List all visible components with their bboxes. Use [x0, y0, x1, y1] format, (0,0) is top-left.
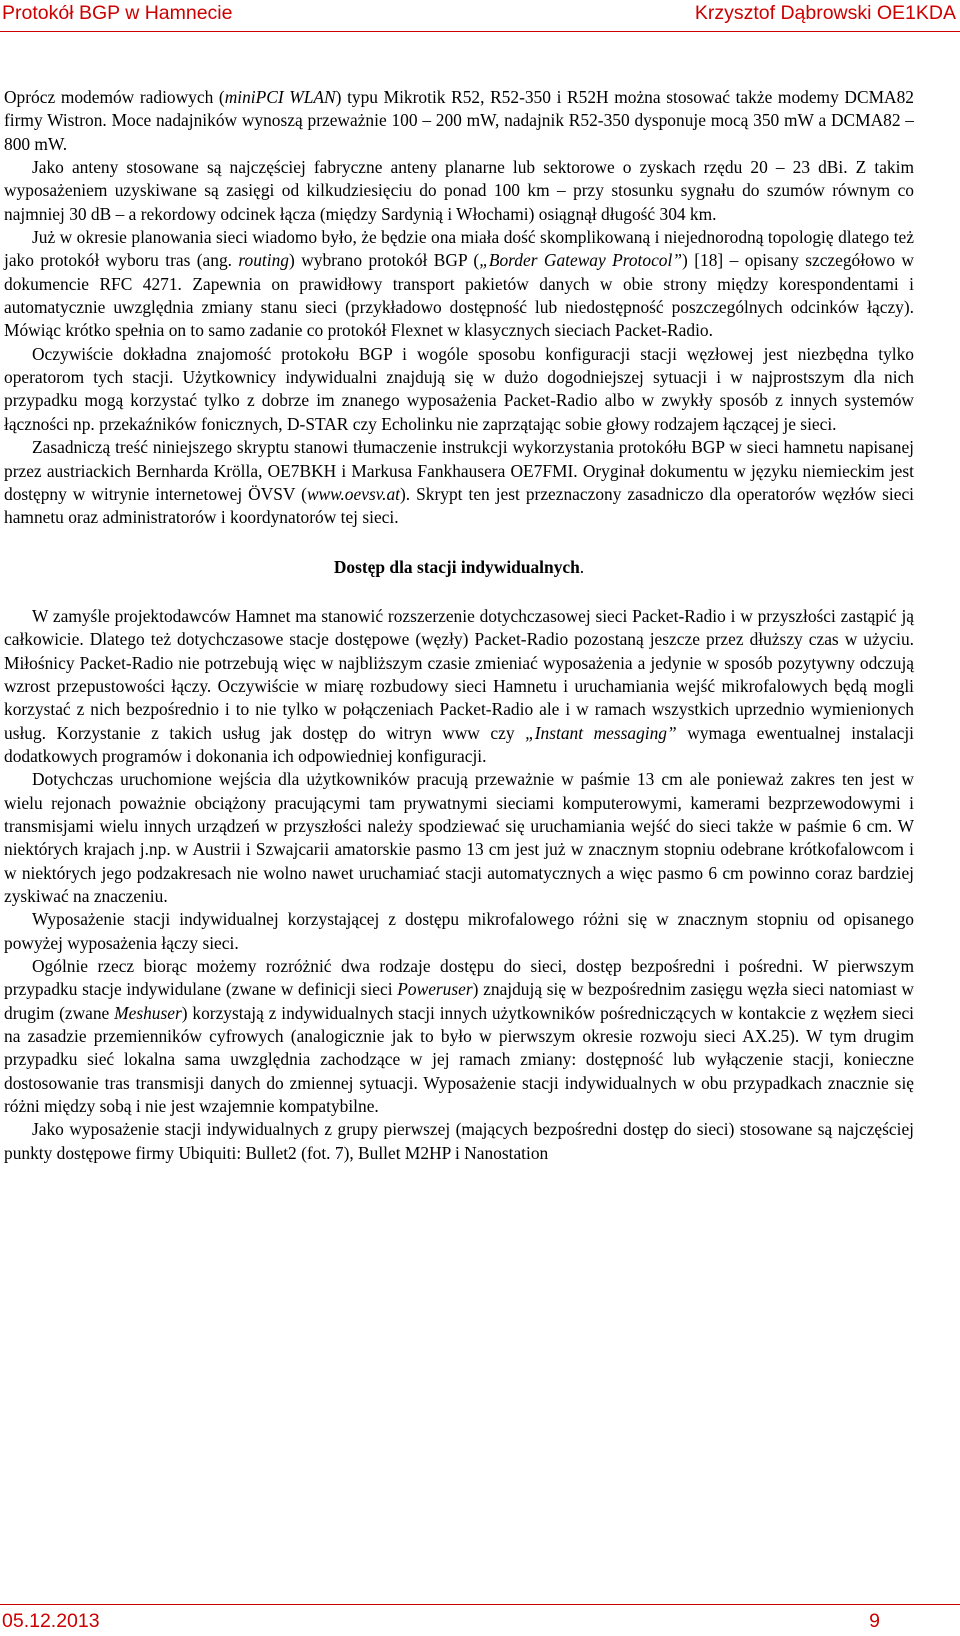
italic-term-bgp: „Border Gateway Protocol” [479, 250, 683, 271]
page-footer [0, 1604, 960, 1636]
footer-divider [0, 1604, 960, 1605]
italic-term-poweruser: Poweruser [397, 979, 473, 1000]
section-heading: Dostęp dla stacji indywidualnych. [333, 556, 585, 577]
paragraph-equipment: Wyposażenie stacji indywidualnej korzystającej z dostępu mikrofalowego różni się w znacznym stopniu od opisanego powyżej wyposażenia łączy sieci. [4, 909, 914, 953]
document-author: Krzysztof Dąbrowski OE1KDA [694, 2, 956, 24]
paragraph-access-types: Ogólnie rzecz biorąc możemy rozróżnić dwa rodzaje dostępu do sieci, dostęp bezpośredni i pośredni. W pierwszym przypadku stacje indywidulane (zwane w definicji sieci Poweruser) znajdują się w bezpośrednim zasięgu węzła sieci natomiast w drugim (zwane Meshuser) korzystają z indywidualnych stacji innych użytkowników pośredniczących w kontakcie z węzłem sieci na zasadzie przemienników cyfrowych (analogicznie jak to było w pierwszym okresie rozwoju sieci AX.25). W tym drugim przypadku sieć lokalna sama uwzględnia zachodzące w jej ramach zmiany: dostępność lub wyłączenie stacji, konieczne dostosowanie tras transmisji danych do zmiennej sytuacji. Wyposażenie stacji indywidualnych w obu przypadkach znacznie się różni między sobą i nie jest wzajemnie kompatybilne. [4, 956, 914, 1117]
italic-term-instant-messaging: „Instant messaging” [525, 722, 677, 743]
paragraph-operators: Oczywiście dokładna znajomość protokołu BGP i wogóle sposobu konfiguracji stacji węzłowej jest niezbędna tylko operatorom tych stacji. Użytkownicy indywidualni znajdują się w dużo dogodniejszej sytuacji i w najprostszym dla nich przypadku mogą korzystać tylko z dobrze im znanego wyposażenia Packet-Radio albo w zwykły sposób z innych systemów łączności np. przekaźników fonicznych, D-STAR czy Echolinku nie zaprzątając sobie głowy rodzajem łączącej je sieci. [4, 343, 914, 434]
italic-link-oevsv: www.oevsv.at [306, 483, 401, 504]
document-body [4, 86, 914, 1165]
paragraph-hamnet-plan: W zamyśle projektodawców Hamnet ma stanowić rozszerzenie dotychczasowej sieci Packet-Radio i w przyszłości zastąpić ją całkowicie. Dlatego też dotychczasowe stacje dostępowe (węzły) Packet-Radio pozostaną jeszcze przez dłuższy czas w użyciu. Miłośnicy Packet-Radio nie potrzebują więc w najbliższym czasie zmieniać wyposażenia a jedynie w sposób pozytywny odczują wzrost przepustowości łączy. Oczywiście w miarę rozbudowy sieci Hamnetu i uruchamiania wejść mikrofalowych będą mogli korzystać z nich bezpośrednio i to nie tylko w połączeniach Packet-Radio ale i w ramach wszystkich uprzednio wymienionych usług. Korzystanie z takich usług jak dostęp do witryn www czy „Instant messaging” wymaga ewentualnej instalacji dodatkowych programów i dokonania ich odpowiedniej konfiguracji. [4, 605, 914, 766]
italic-term-routing: routing [238, 250, 289, 271]
paragraph-modems: Oprócz modemów radiowych (miniPCI WLAN) typu Mikrotik R52, R52-350 i R52H można stosować także modemy DCMA82 firmy Wistron. Moce nadajników wynoszą przeważnie 100 – 200 mW, nadajnik R52-350 dysponuje mocą 350 mW a DCMA82 – 800 mW. [4, 87, 914, 154]
paragraph-bands: Dotychczas uruchomione wejścia dla użytkowników pracują przeważnie w paśmie 13 cm ale ponieważ zakres ten jest w wielu rejonach poważnie obciążony pracującymi tam prywatnymi sieciami komputerowymi, kamerami bezprzewodowymi i transmisjami wielu innych urządzeń w przyszłości należy spodziewać się uruchamiania wejść do sieci także w paśmie 6 cm. W niektórych krajach j.np. w Austrii i Szwajcarii amatorskie pasmo 13 cm jest już w znacznym stopniu odebrane krótkofalowcom i w niektórych jego podzakresach nie wolno nawet uruchamiać stacji automatycznych a więc pasmo 6 cm powinno coraz bardziej zyskiwać na znaczeniu. [4, 769, 914, 906]
paragraph-ubiquiti: Jako wyposażenie stacji indywidualnych z grupy pierwszej (mających bezpośredni dostęp do sieci) stosowane są najczęściej punkty dostępowe firmy Ubiquiti: Bullet2 (fot. 7), Bullet M2HP i Nanostation [4, 1119, 914, 1163]
paragraph-antennas: Jako anteny stosowane są najczęściej fabryczne anteny planarne lub sektorowe o zyskach rzędu 20 – 23 dBi. Z takim wyposażeniem uzyskiwane są zasięgi od kilkudziesięciu do ponad 100 km – przy stosunku sygnału do szumów równym co najmniej 30 dB – a rekordowy odcinek łącza (między Sardynią i Włochami) osiągnął długość 304 km. [4, 157, 914, 224]
paragraph-bgp: Już w okresie planowania sieci wiadomo było, że będzie ona miała dość skomplikowaną i niejednorodną topologię dlatego też jako protokół wyboru tras (ang. routing) wybrano protokół BGP („Border Gateway Protocol”) [18] – opisany szczegółowo w dokumencie RFC 4271. Zapewnia on prawidłowy transport pakietów danych w obie strony między korespondentami i automatycznie uwzględnia zmiany stanu sieci (przykładowo dostępność lub niedostępność poszczególnych odcinków łączy). Mówiąc krótko spełnia on to samo zadanie co protokół Flexnet w klasycznych sieciach Packet-Radio. [4, 227, 914, 341]
page-number: 9 [869, 1610, 880, 1632]
paragraph-translation: Zasadniczą treść niniejszego skryptu stanowi tłumaczenie instrukcji wykorzystania protokółu BGP w sieci hamnetu napisanej przez austriackich Bernharda Krölla, OE7BKH i Markusa Fankhausera OE7FMI. Oryginał dokumentu w języku niemieckim jest dostępny w witrynie internetowej ÖVSV (www.oevsv.at). Skrypt ten jest przeznaczony zasadniczo dla operatorów węzłów sieci hamnetu oraz administratorów i koordynatorów tej sieci. [4, 437, 914, 528]
document-title: Protokół BGP w Hamnecie [2, 2, 233, 24]
document-date: 05.12.2013 [2, 1610, 100, 1632]
italic-term-meshuser: Meshuser [114, 1002, 182, 1023]
header-divider [0, 31, 960, 32]
page-header [0, 0, 960, 32]
italic-term-minipci: miniPCI WLAN [224, 87, 336, 107]
